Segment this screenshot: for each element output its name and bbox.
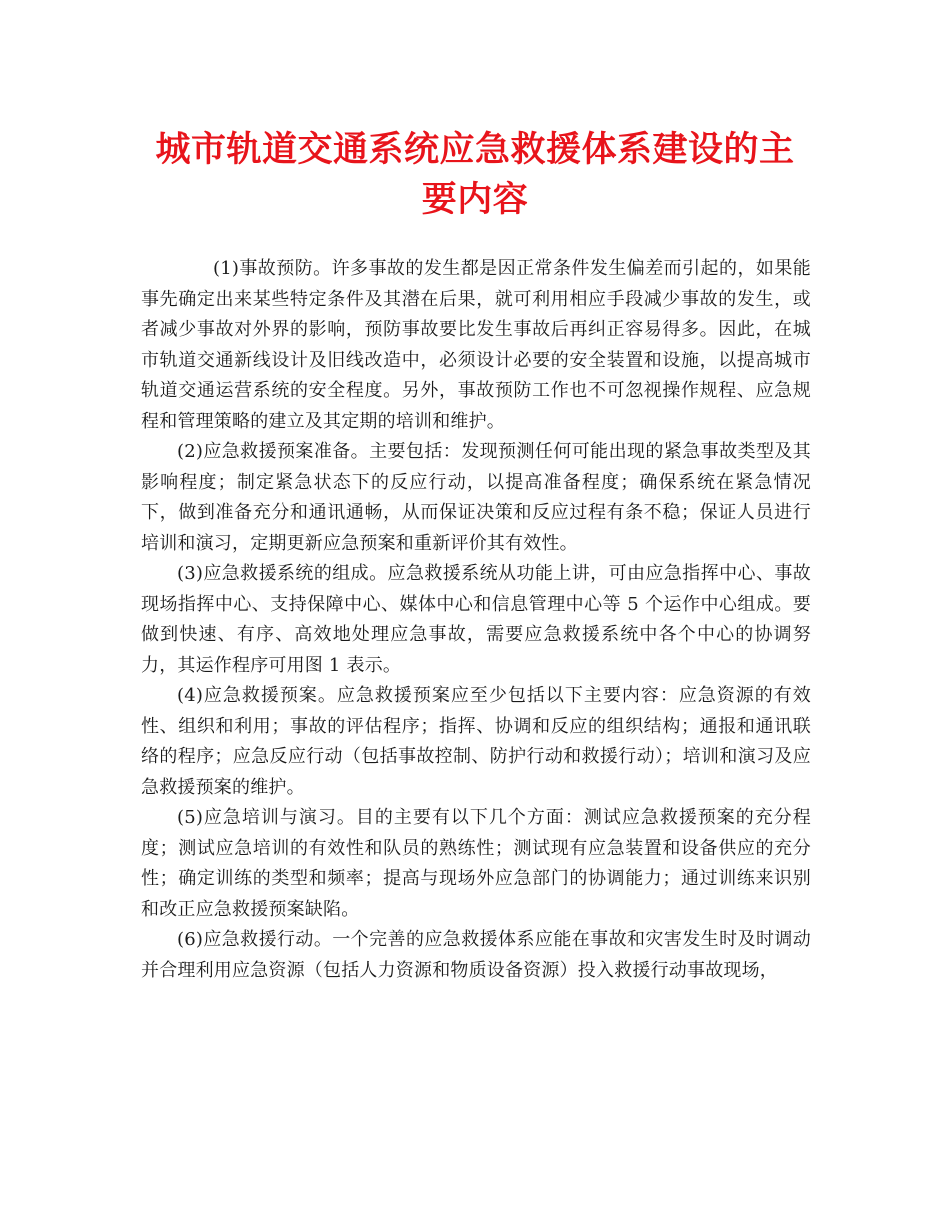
document-title: 城市轨道交通系统应急救援体系建设的主要内容 bbox=[155, 129, 795, 220]
paragraph-accident-prevention: (1)事故预防。许多事故的发生都是因正常条件发生偏差而引起的，如果能事先确定出来某些特定条件及其潜在后果，就可利用相应手段减少事故的发生，或者减少事故对外界的影响，预防事故要比发生事故后再纠正容易得多。因此，在城市轨道交通新线设计及旧线改造中，必须设计必要的安全装置和设施，以提高城市轨道交通运营系统的安全程度。另外，事故预防工作也不可忽视操作规程、应急规程和管理策略的建立及其定期的培训和维护。 bbox=[141, 258, 811, 432]
paragraph-training-drills: (5)应急培训与演习。目的主要有以下几个方面：测试应急救援预案的充分程度；测试应急培训的有效性和队员的熟练性；测试现有应急装置和设备供应的充分性；确定训练的类型和频率；提高与现场外应急部门的协调能力；通过训练来识别和改正应急救援预案缺陷。 bbox=[141, 807, 811, 920]
paragraph-plan-preparation: (2)应急救援预案准备。主要包括：发现预测任何可能出现的紧急事故类型及其影响程度；制定紧急状态下的反应行动，以提高准备程度；确保系统在紧急情况下，做到准备充分和通讯通畅，从而保证决策和反应过程有条不稳；保证人员进行培训和演习，定期更新应急预案和重新评价其有效性。 bbox=[141, 441, 811, 554]
paragraph-rescue-plan: (4)应急救援预案。应急救援预案应至少包括以下主要内容：应急资源的有效性、组织和利用；事故的评估程序；指挥、协调和反应的组织结构；通报和通讯联络的程序；应急反应行动（包括事故控制、防护行动和救援行动）；培训和演习及应急救援预案的维护。 bbox=[141, 685, 811, 798]
paragraph-rescue-action: (6)应急救援行动。一个完善的应急救援体系应能在事故和灾害发生时及时调动并合理利用应急资源（包括人力资源和物质设备资源）投入救援行动事故现场， bbox=[141, 929, 811, 981]
document-body bbox=[141, 254, 811, 986]
paragraph-system-composition: (3)应急救援系统的组成。应急救援系统从功能上讲，可由应急指挥中心、事故现场指挥中心、支持保障中心、媒体中心和信息管理中心等 5 个运作中心组成。要做到快速、有序、高效地处理应急事故，需要应急救援系统中各个中心的协调努力，其运作程序可用图 1 表示。 bbox=[141, 563, 811, 676]
